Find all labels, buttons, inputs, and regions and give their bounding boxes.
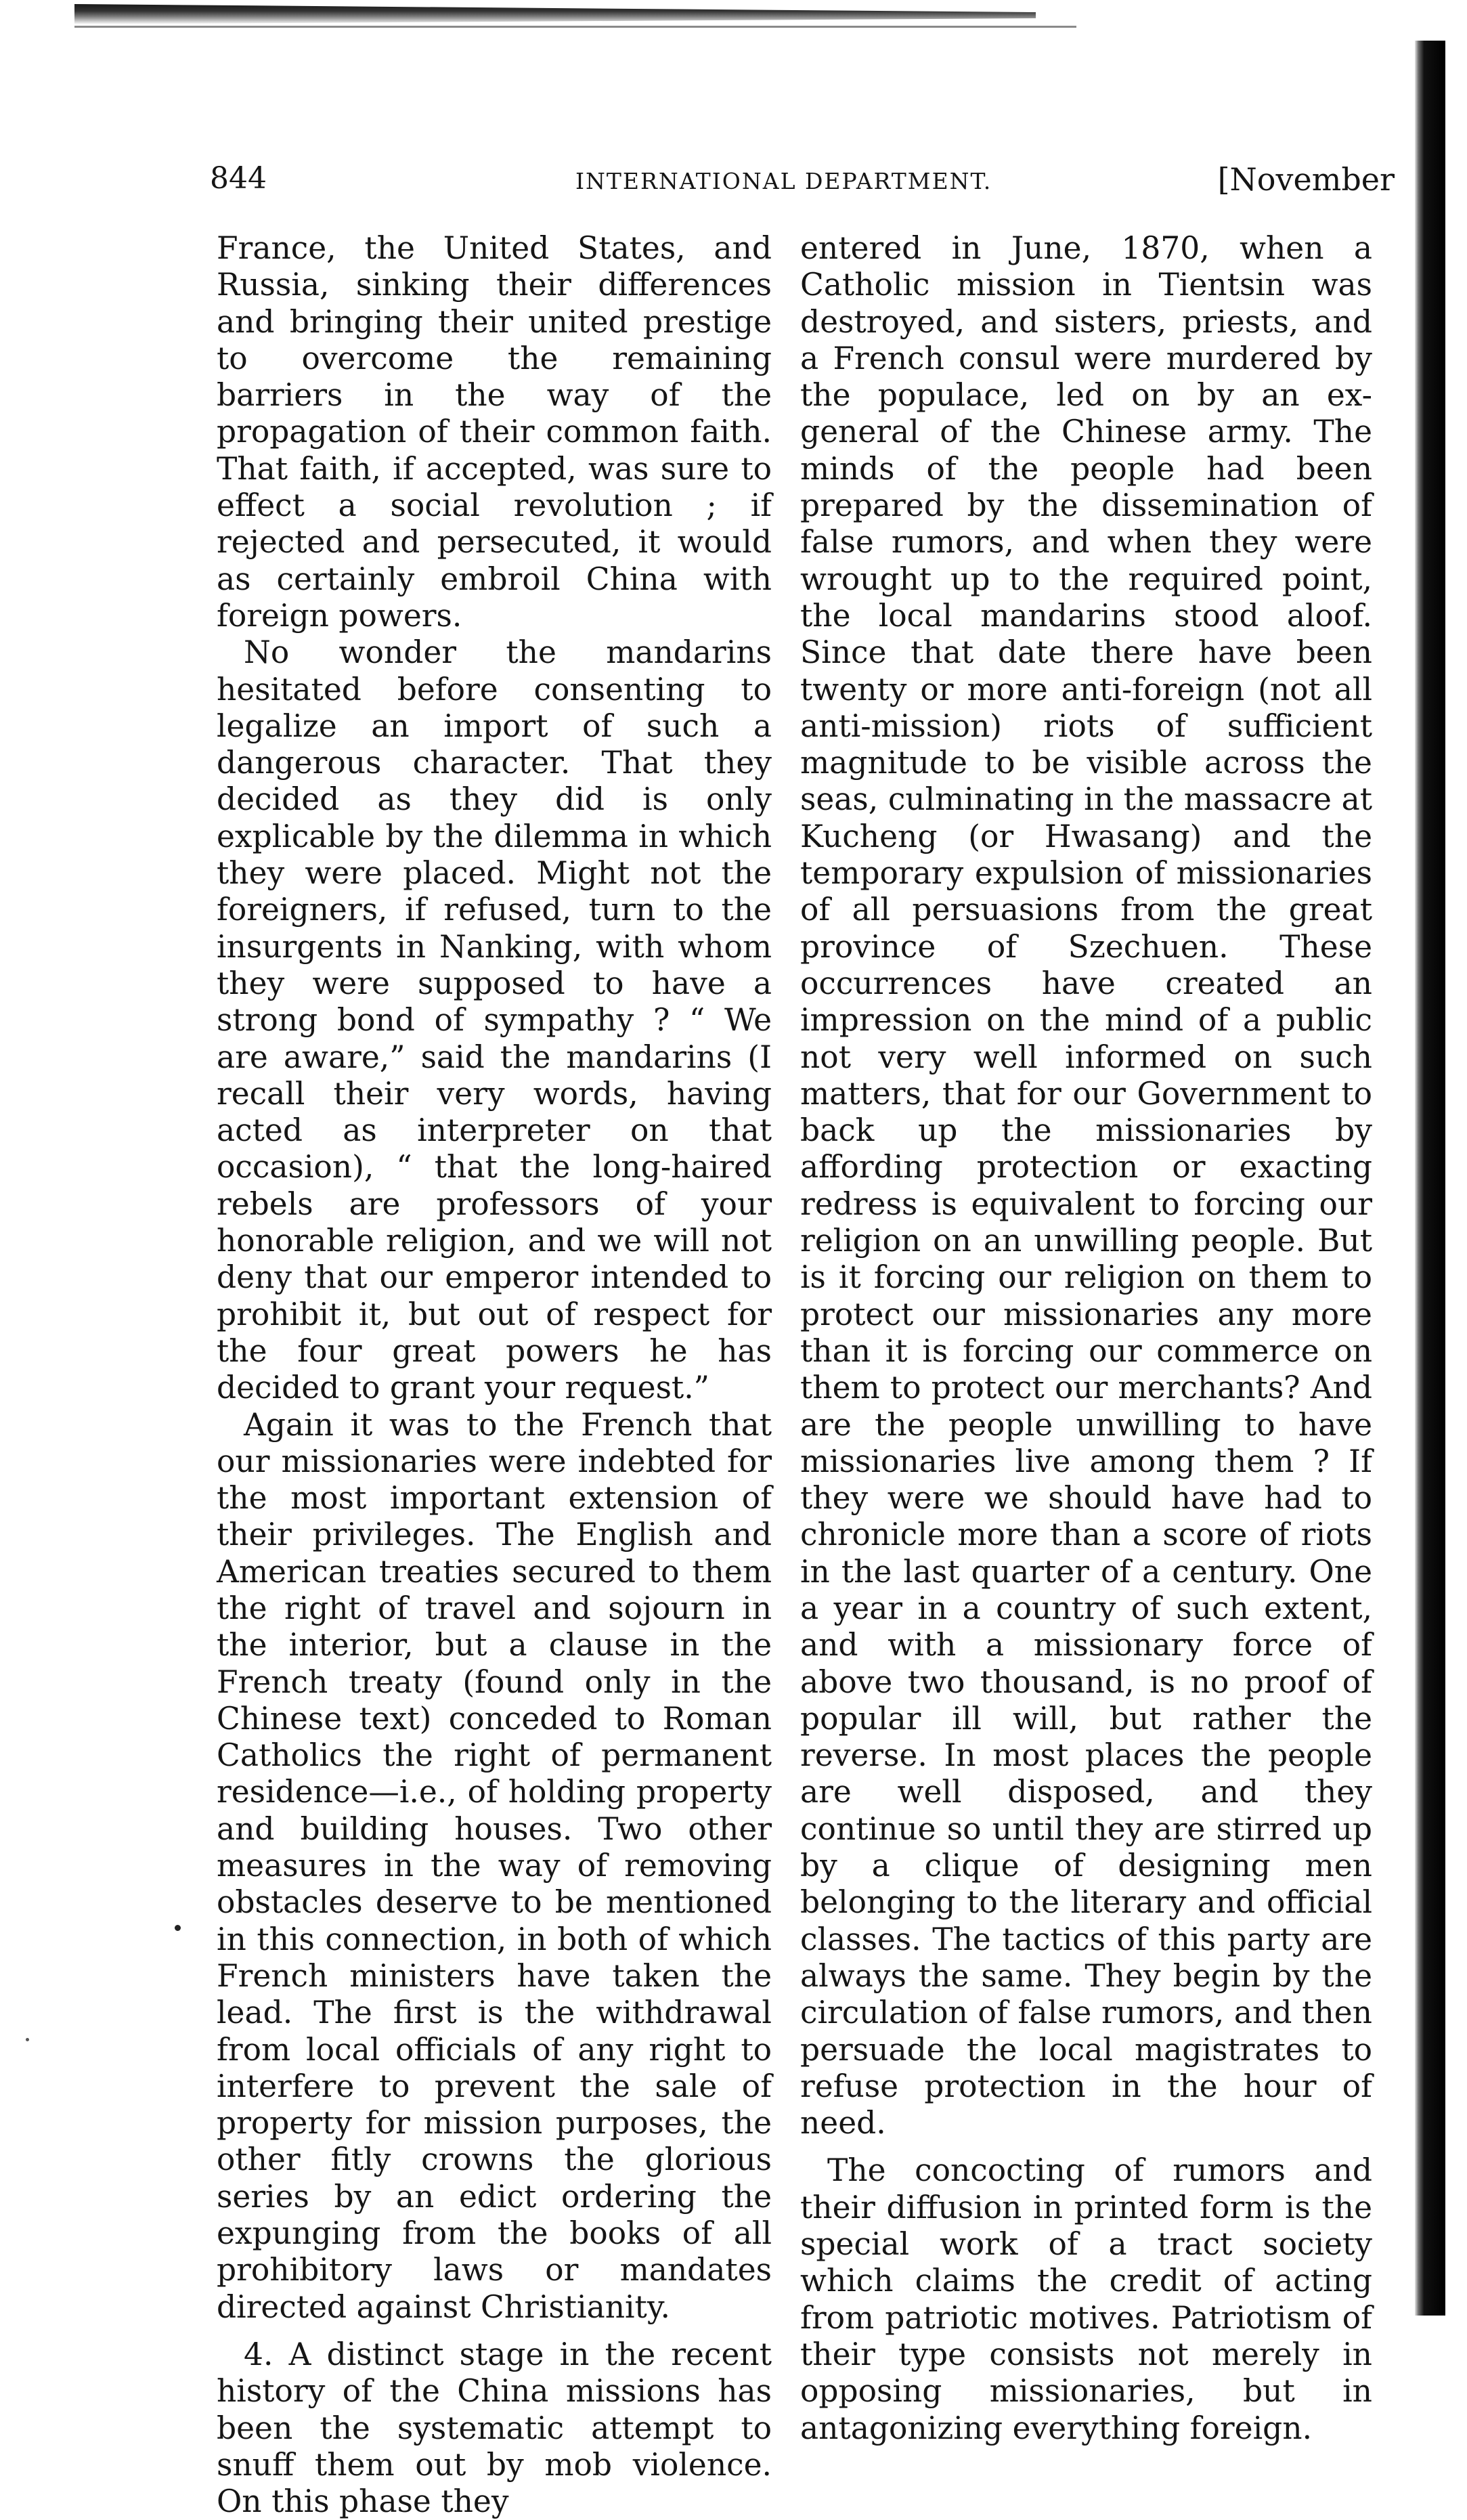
running-head: INTERNATIONAL DEPARTMENT.: [575, 168, 992, 194]
page-number: 844: [210, 161, 267, 196]
speck-mark: [26, 2038, 29, 2041]
paragraph: No wonder the mandarins hesitated before consenting to legalize an import of such a dangerous character. That they decided as they did is only explicable by the dilemma in which they were placed. Might not the foreigners, if refused, turn to the insurgents in Nanking, with whom they were supposed to have a strong bond of sympathy ? “ We are aware,” said the mandarins (I recall their very words, having acted as interpreter on that occasion), “ that the long-haired rebels are professors of your honorable religion, and we will not deny that our emperor intended to prohibit it, but out of respect for the four great powers he has decided to grant your request.”: [217, 634, 772, 1406]
paragraph: The concocting of rumors and their diffusion in printed form is the special work of a tract society which claims the credit of acting from patriotic motives. Patriotism of their type consists not merely in opposing missionaries, but in antagonizing everything foreign.: [800, 2152, 1372, 2446]
issue-month: [November: [1217, 161, 1395, 198]
scan-artifact-right-edge: [1415, 41, 1445, 2316]
paragraph: France, the United States, and Russia, sinking their differences and bringing their united prestige to overcome the remaining barriers in the way of the propagation of their common faith. That faith, if accepted, was sure to effect a social revolution ; if rejected and persecuted, it would as certainly embroil China with foreign powers.: [217, 230, 772, 634]
paragraph: Again it was to the French that our missionaries were indebted for the most important extension of their privileges. The English and American treaties secured to them the right of travel and sojourn in the interior, but a clause in the French treaty (found only in the Chinese text) conceded to Roman Catholics the right of permanent residence—i.e., of holding property and building houses. Two other measures in the way of removing obstacles deserve to be mentioned in this connection, in both of which French ministers have taken the lead. The first is the withdrawal from local officials of any right to interfere to prevent the sale of property for mission purposes, the other fitly crowns the glorious series by an edict ordering the expunging from the books of all prohibitory laws or mandates directed against Christianity.: [217, 1406, 772, 2325]
right-column: [800, 230, 1372, 2447]
scan-artifact-top: [74, 4, 1036, 24]
left-column: [217, 230, 772, 2520]
paragraph: entered in June, 1870, when a Catholic mission in Tientsin was destroyed, and sisters, priests, and a French consul were murdered by the populace, led on by an ex-general of the Chinese army. The minds of the people had been prepared by the dissemination of false rumors, and when they were wrought up to the required point, the local mandarins stood aloof. Since that date there have been twenty or more anti-foreign (not all anti-mission) riots of sufficient magnitude to be visible across the seas, culminating in the massacre at Kucheng (or Hwasang) and the temporary expulsion of missionaries of all persuasions from the great province of Szechuen. These occurrences have created an impression on the mind of a public not very well informed on such matters, that for our Government to back up the missionaries by affording protection or exacting redress is equivalent to forcing our religion on an unwilling people. But is it forcing our religion on them to protect our missionaries any more than it is forcing our commerce on them to protect our merchants? And are the people unwilling to have missionaries live among them ? If they were we should have had to chronicle more than a score of riots in the last quarter of a century. One a year in a country of such extent, and with a missionary force of above two thousand, is no proof of popular ill will, but rather the reverse. In most places the people are well disposed, and they continue so until they are stirred up by a clique of designing men belonging to the literary and official classes. The tactics of this party are always the same. They begin by the circulation of false rumors, and then persuade the local magistrates to refuse protection in the hour of need.: [800, 230, 1372, 2142]
margin-mark: [175, 1925, 181, 1931]
paragraph: 4. A distinct stage in the recent history of the China missions has been the systematic attempt to snuff them out by mob violence. On this phase they: [217, 2336, 772, 2520]
scan-artifact-rule: [74, 26, 1076, 28]
page-header: [210, 161, 1395, 215]
